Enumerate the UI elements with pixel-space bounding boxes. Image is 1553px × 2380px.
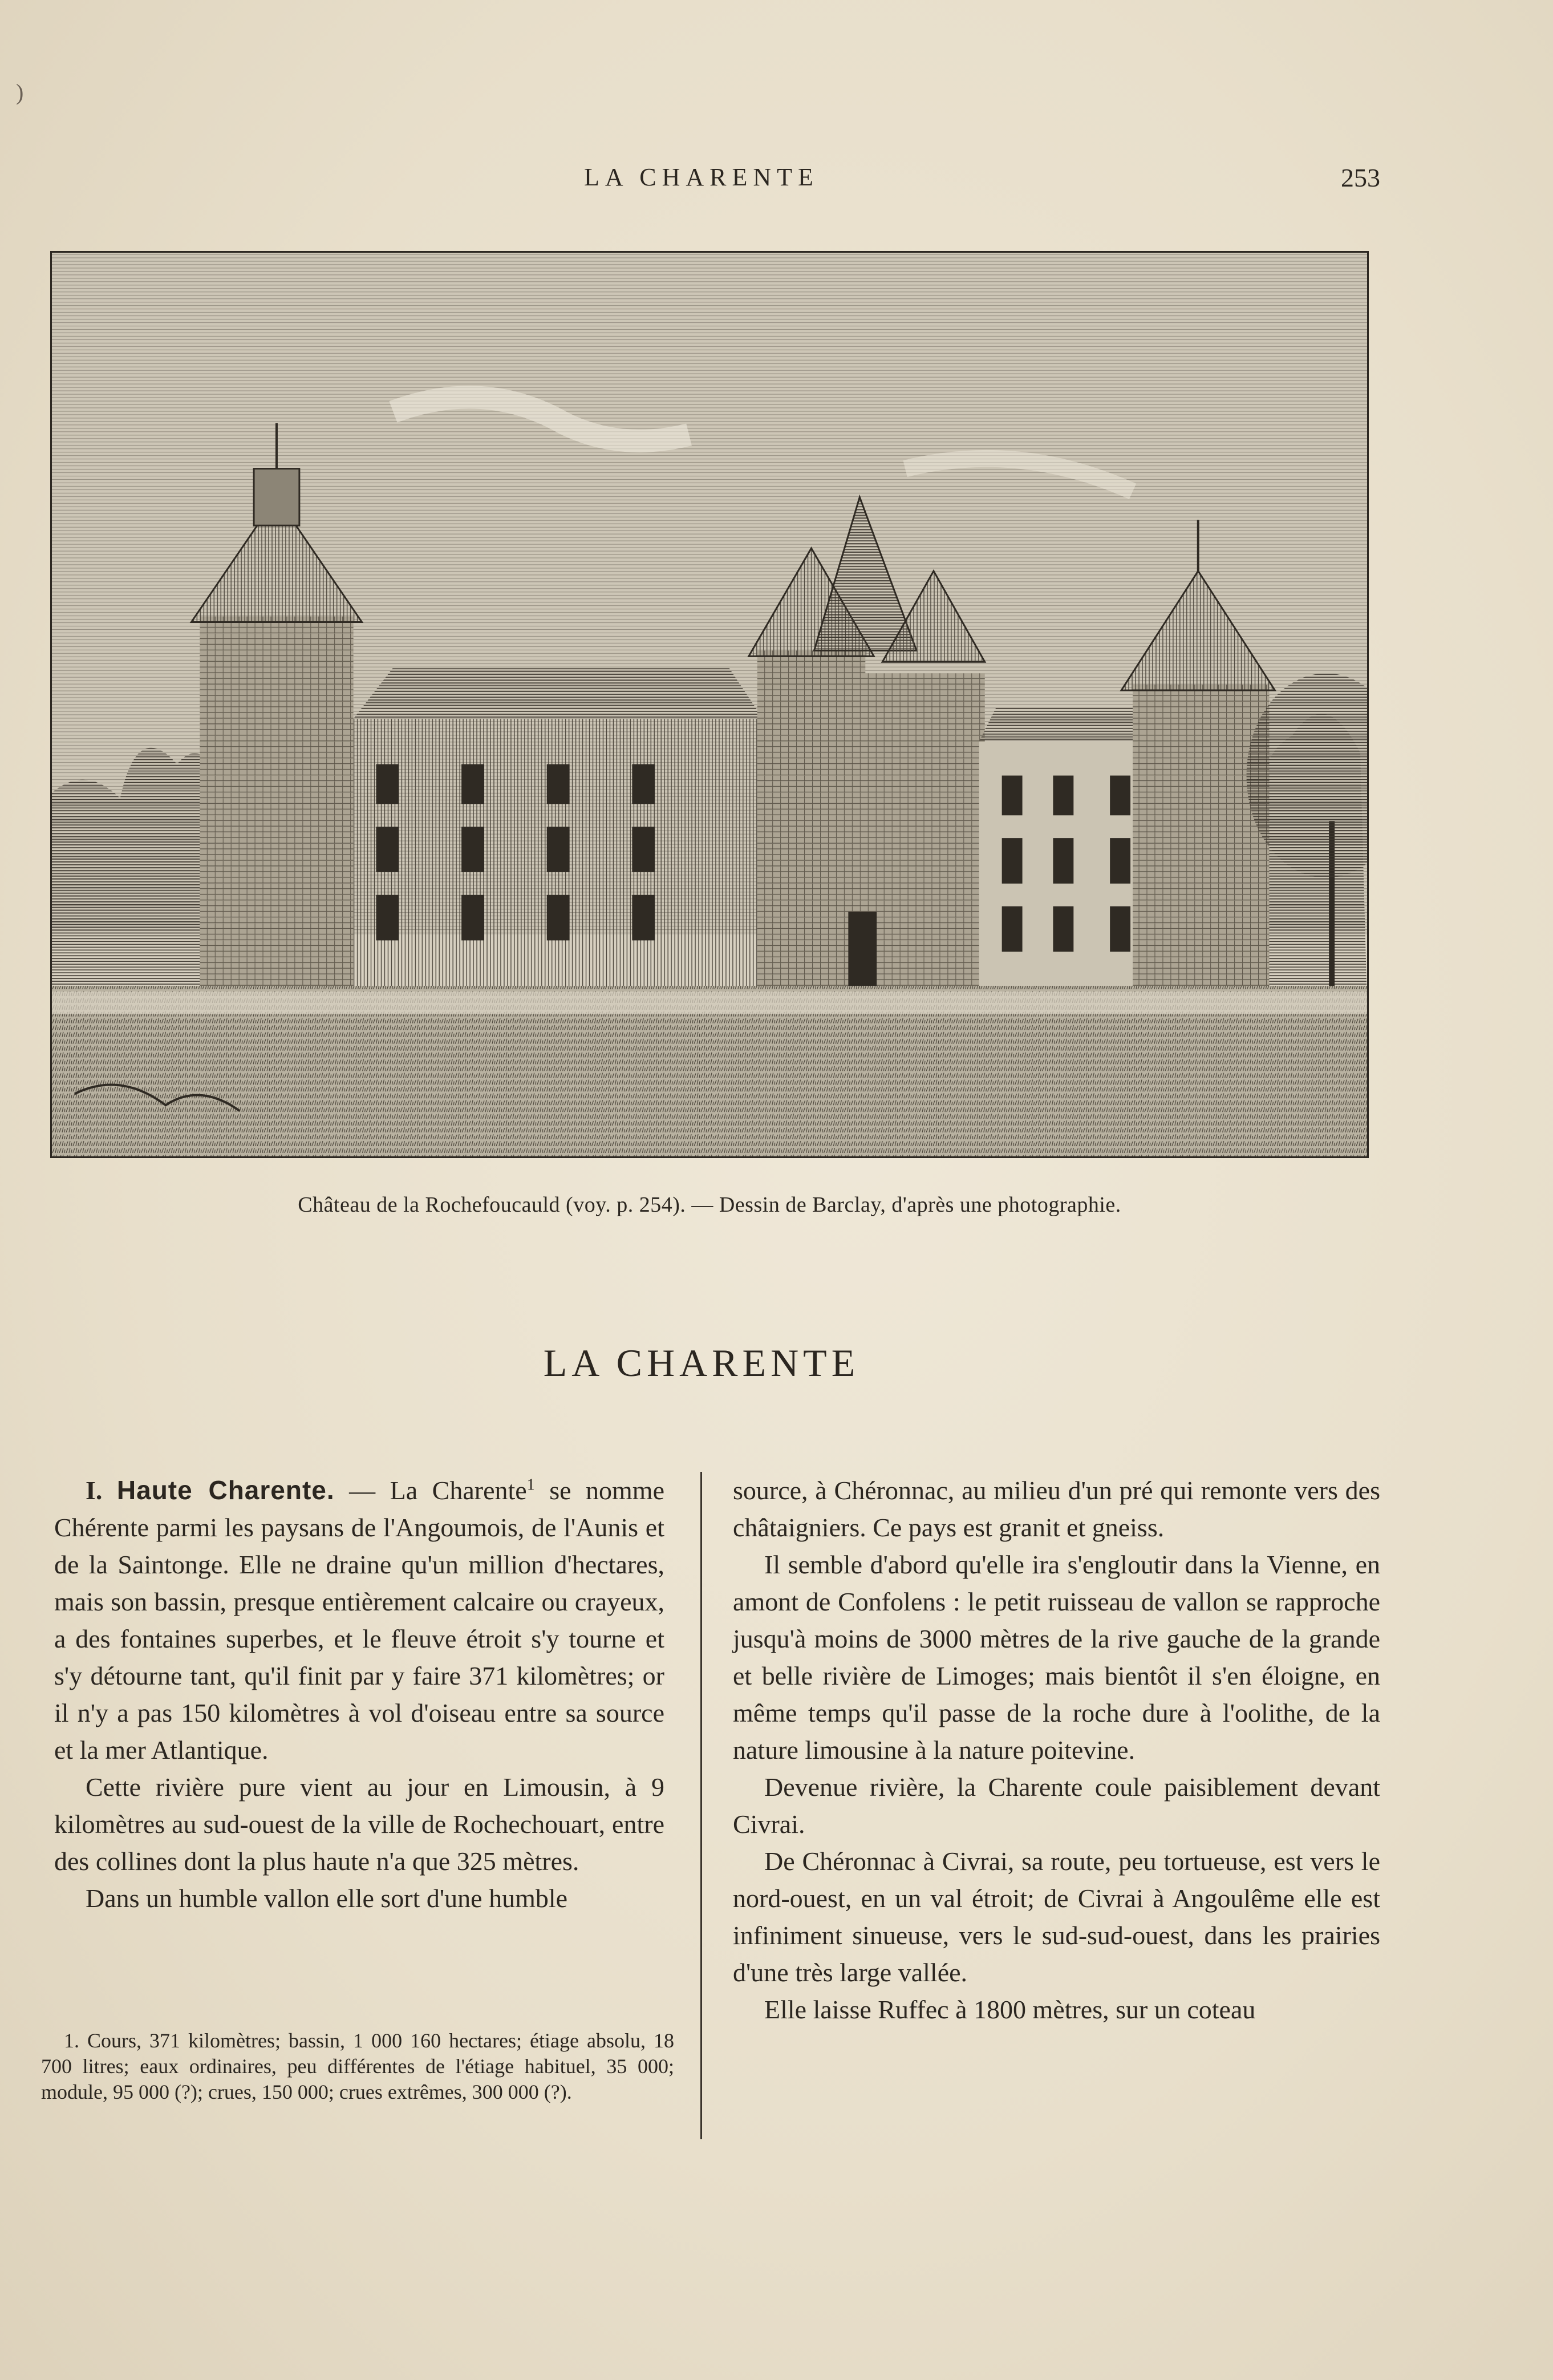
- paragraph: Cette rivière pure vient au jour en Limousin, à 9 kilomètres au sud-ouest de la ville de Rochechouart, entre des collines dont la plus haute n'a que 325 mètres.: [54, 1772, 664, 1876]
- paragraph: Elle laisse Ruffec à 1800 mètres, sur un coteau: [764, 1995, 1256, 2024]
- engraving-illustration: [52, 253, 1367, 1156]
- footnote-text: 1. Cours, 371 kilomètres; bassin, 1 000 160 hectares; étiage absolu, 18 700 litres; eaux ordinaires, peu différentes de l'étiage habituel, 35 000; module, 95 000 (?); crues, 150 000; crues extrêmes, 300 000 (?).: [41, 2029, 674, 2103]
- column-divider: [700, 1472, 702, 2139]
- footnote: [41, 2028, 674, 2105]
- paragraph: De Chéronnac à Civrai, sa route, peu tortueuse, est vers le nord-ouest, en un val étroit; de Civrai à Angoulême elle est infiniment sinueuse, vers le sud-sud-ouest, dans les prairies d'une très large vallée.: [733, 1847, 1380, 1987]
- chapter-title: LA CHARENTE: [543, 1341, 860, 1385]
- section-heading: Haute Charente.: [116, 1475, 335, 1505]
- paragraph: Devenue rivière, la Charente coule paisiblement devant Civrai.: [733, 1772, 1380, 1839]
- footnote-marker: 1: [526, 1476, 535, 1494]
- running-title: LA CHARENTE: [584, 163, 819, 191]
- paragraph-intro: [54, 1472, 664, 1768]
- left-column: [54, 1472, 664, 1917]
- right-column: [733, 1472, 1380, 2028]
- page-number: 253: [1341, 163, 1380, 192]
- paragraph: Dans un humble vallon elle sort d'une humble: [86, 1884, 568, 1913]
- paragraph-lead: — La Charente: [334, 1476, 527, 1505]
- section-number: I.: [86, 1476, 103, 1505]
- figure-caption: Château de la Rochefoucauld (voy. p. 254). — Dessin de Barclay, d'après une photographie.: [298, 1193, 1121, 1217]
- paragraph: source, à Chéronnac, au milieu d'un pré qui remonte vers des châtaigniers. Ce pays est granit et gneiss.: [733, 1476, 1380, 1542]
- paragraph: Il semble d'abord qu'elle ira s'engloutir dans la Vienne, en amont de Confolens : le petit ruisseau de vallon se rapproche jusqu'à moins de 3000 mètres de la rive gauche de la grande et belle rivière de Limoges; mais bientôt il s'en éloigne, en même temps qu'il passe de la roche dure à l'oolithe, de la nature limousine à la nature poitevine.: [733, 1550, 1380, 1764]
- paragraph-body: se nomme Chérente parmi les paysans de l'Angoumois, de l'Aunis et de la Saintonge. Elle ne draine qu'un million d'hectares, mais son bassin, presque entièrement calcaire ou crayeux, a des fontaines superbes, et le fleuve étroit s'y tourne et s'y détourne tant, qu'il finit par y faire 371 kilomètres; or il n'y a pas 150 kilomètres à vol d'oiseau entre sa source et la mer Atlantique.: [54, 1476, 664, 1764]
- chateau-engraving: [50, 251, 1369, 1158]
- page-edge-mark: ): [16, 79, 24, 105]
